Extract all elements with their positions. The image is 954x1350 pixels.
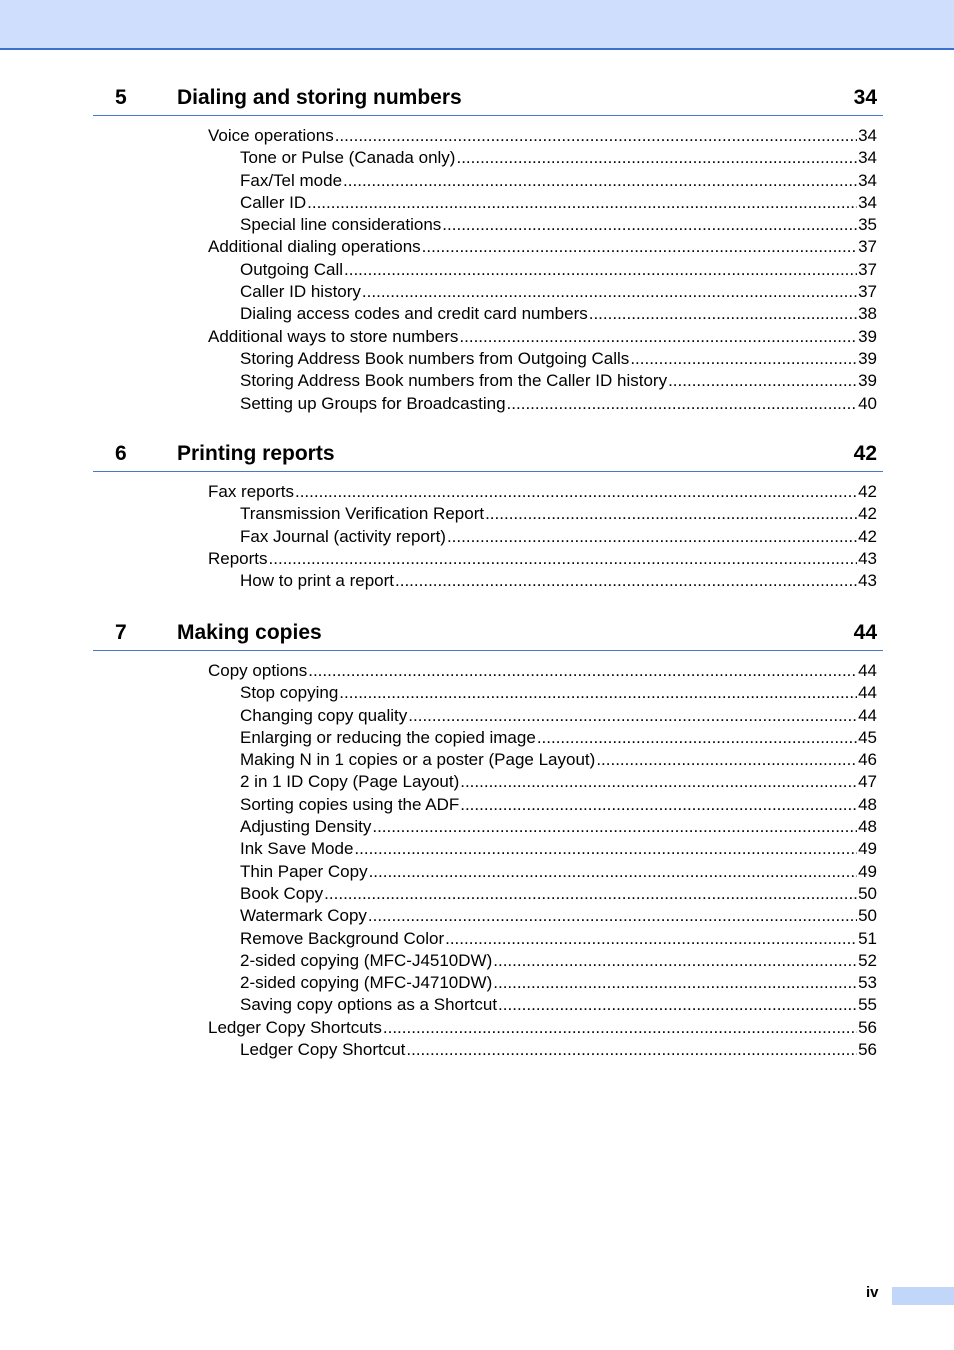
entry-page: 39 — [858, 348, 877, 368]
dot-leader — [630, 348, 857, 370]
dot-leader — [362, 281, 857, 303]
chapter-section — [93, 441, 883, 592]
dot-leader — [459, 326, 857, 348]
toc-section-entry[interactable] — [93, 548, 883, 570]
dot-leader — [308, 660, 857, 682]
toc-entries — [93, 481, 883, 592]
entry-label: Additional ways to store numbers — [208, 326, 459, 346]
dot-leader — [395, 570, 857, 592]
dot-leader — [372, 816, 857, 838]
entry-label: Storing Address Book numbers from Outgoing Calls — [240, 348, 630, 368]
entry-page: 49 — [858, 839, 877, 859]
toc-subsection-entry[interactable] — [93, 861, 883, 883]
entry-label: Remove Background Color — [240, 928, 445, 948]
entry-page: 34 — [858, 126, 877, 145]
dot-leader — [442, 214, 857, 236]
entry-page: 49 — [858, 861, 877, 881]
dot-leader — [507, 393, 858, 415]
dot-leader — [368, 905, 857, 927]
entry-page: 34 — [858, 170, 877, 190]
toc-section-entry[interactable] — [93, 326, 883, 348]
entry-page: 38 — [858, 304, 877, 324]
chapter-heading[interactable] — [93, 85, 883, 116]
chapter-section — [93, 85, 883, 415]
entry-label: 2-sided copying (MFC-J4510DW) — [240, 950, 493, 970]
toc-section-entry[interactable] — [93, 660, 883, 682]
entry-page: 37 — [858, 282, 877, 302]
toc-subsection-entry[interactable] — [93, 883, 883, 905]
entry-page: 39 — [858, 326, 877, 346]
entry-page: 37 — [858, 237, 877, 257]
dot-leader — [447, 526, 857, 548]
entry-page: 44 — [858, 683, 877, 703]
chapter-page: 34 — [853, 86, 877, 109]
dot-leader — [344, 259, 857, 281]
entry-page: 34 — [858, 192, 877, 212]
dot-leader — [383, 1017, 857, 1039]
dot-leader — [406, 1039, 857, 1061]
chapter-page: 44 — [853, 621, 877, 644]
dot-leader — [269, 548, 858, 570]
entry-page: 44 — [858, 661, 877, 680]
toc-subsection-entry[interactable] — [93, 259, 883, 281]
toc-subsection-entry[interactable] — [93, 994, 883, 1016]
toc-subsection-entry[interactable] — [93, 503, 883, 525]
entry-label: Enlarging or reducing the copied image — [240, 727, 536, 747]
entry-label: Thin Paper Copy — [240, 861, 368, 881]
toc-subsection-entry[interactable] — [93, 281, 883, 303]
toc-entries — [93, 125, 883, 415]
entry-label: Making N in 1 copies or a poster (Page Layout) — [240, 750, 596, 770]
entry-label: Setting up Groups for Broadcasting — [240, 393, 506, 413]
chapter-title: Printing reports — [177, 442, 335, 465]
dot-leader — [343, 170, 857, 192]
entry-page: 43 — [858, 571, 877, 591]
entry-label: Storing Address Book numbers from the Caller ID history — [240, 371, 668, 391]
entry-page: 44 — [858, 705, 877, 725]
entry-label: Reports — [208, 548, 268, 568]
toc-subsection-entry[interactable] — [93, 928, 883, 950]
entry-label: Ledger Copy Shortcut — [240, 1040, 406, 1060]
dot-leader — [295, 481, 857, 503]
header-band — [0, 0, 954, 50]
entry-label: Fax/Tel mode — [240, 170, 343, 190]
toc-subsection-entry[interactable] — [93, 771, 883, 793]
toc-section-entry[interactable] — [93, 481, 883, 503]
toc-subsection-entry[interactable] — [93, 705, 883, 727]
dot-leader — [460, 794, 857, 816]
entry-page: 55 — [858, 995, 877, 1015]
entry-page: 43 — [858, 548, 877, 568]
entry-page: 50 — [858, 906, 877, 926]
dot-leader — [354, 838, 857, 860]
toc-subsection-entry[interactable] — [93, 816, 883, 838]
entry-label: Caller ID history — [240, 282, 361, 302]
chapter-number: 6 — [115, 442, 127, 465]
footer-tab — [892, 1287, 954, 1305]
dot-leader — [339, 682, 857, 704]
dot-leader — [422, 236, 857, 258]
dot-leader — [324, 883, 857, 905]
chapter-heading[interactable] — [93, 441, 883, 472]
dot-leader — [307, 192, 857, 214]
toc-subsection-entry[interactable] — [93, 1039, 883, 1061]
entry-label: Saving copy options as a Shortcut — [240, 995, 498, 1015]
entry-label: Voice operations — [208, 126, 334, 145]
toc-subsection-entry[interactable] — [93, 682, 883, 704]
entry-page: 45 — [858, 727, 877, 747]
entry-page: 35 — [858, 215, 877, 235]
entry-page: 47 — [858, 772, 877, 792]
dot-leader — [456, 147, 857, 169]
toc-subsection-entry[interactable] — [93, 170, 883, 192]
entry-label: Book Copy — [240, 883, 324, 903]
entry-page: 42 — [858, 504, 877, 524]
entry-label: Watermark Copy — [240, 906, 367, 926]
entry-label: Dialing access codes and credit card numbers — [240, 304, 588, 324]
toc-subsection-entry[interactable] — [93, 727, 883, 749]
entry-page: 39 — [858, 371, 877, 391]
chapter-heading[interactable] — [93, 620, 883, 651]
toc-subsection-entry[interactable] — [93, 570, 883, 592]
toc-section-entry[interactable] — [93, 125, 883, 147]
chapter-title: Making copies — [177, 621, 322, 644]
toc-subsection-entry[interactable] — [93, 905, 883, 927]
entry-label: Tone or Pulse (Canada only) — [240, 148, 456, 168]
entry-page: 51 — [858, 928, 877, 948]
chapter-section — [93, 620, 883, 1061]
dot-leader — [485, 503, 857, 525]
entry-label: Ledger Copy Shortcuts — [208, 1017, 382, 1037]
entry-label: 2 in 1 ID Copy (Page Layout) — [240, 772, 460, 792]
entry-page: 53 — [858, 973, 877, 993]
entry-page: 50 — [858, 883, 877, 903]
entry-page: 46 — [858, 750, 877, 770]
dot-leader — [537, 727, 857, 749]
dot-leader — [493, 972, 857, 994]
entry-label: 2-sided copying (MFC-J4710DW) — [240, 973, 493, 993]
entry-label: Changing copy quality — [240, 705, 408, 725]
entry-page: 56 — [858, 1017, 877, 1037]
toc-subsection-entry[interactable] — [93, 192, 883, 214]
entry-page: 42 — [858, 482, 877, 501]
entry-label: Stop copying — [240, 683, 339, 703]
toc-subsection-entry[interactable] — [93, 950, 883, 972]
chapter-number: 5 — [115, 86, 127, 109]
entry-page: 40 — [858, 393, 877, 413]
toc-subsection-entry[interactable] — [93, 972, 883, 994]
dot-leader — [445, 928, 857, 950]
entry-label: Copy options — [208, 661, 308, 680]
toc-subsection-entry[interactable] — [93, 348, 883, 370]
dot-leader — [498, 994, 857, 1016]
toc-section-entry[interactable] — [93, 236, 883, 258]
dot-leader — [408, 705, 857, 727]
entry-label: Fax Journal (activity report) — [240, 526, 446, 546]
entry-label: Caller ID — [240, 192, 307, 212]
entry-page: 48 — [858, 817, 877, 837]
dot-leader — [460, 771, 857, 793]
dot-leader — [589, 303, 857, 325]
entry-label: Outgoing Call — [240, 259, 344, 279]
chapter-title: Dialing and storing numbers — [177, 86, 462, 109]
dot-leader — [668, 370, 857, 392]
dot-leader — [335, 125, 857, 147]
entry-label: Sorting copies using the ADF — [240, 794, 460, 814]
entry-label: Adjusting Density — [240, 817, 372, 837]
toc-subsection-entry[interactable] — [93, 838, 883, 860]
toc-subsection-entry[interactable] — [93, 370, 883, 392]
toc-subsection-entry[interactable] — [93, 749, 883, 771]
toc-subsection-entry[interactable] — [93, 526, 883, 548]
page-number: iv — [866, 1284, 879, 1301]
entry-page: 52 — [858, 950, 877, 970]
toc-subsection-entry[interactable] — [93, 147, 883, 169]
entry-label: Fax reports — [208, 482, 294, 501]
entry-label: Transmission Verification Report — [240, 504, 485, 524]
toc-subsection-entry[interactable] — [93, 214, 883, 236]
chapter-page: 42 — [853, 442, 877, 465]
toc-subsection-entry[interactable] — [93, 794, 883, 816]
toc-section-entry[interactable] — [93, 1017, 883, 1039]
toc-subsection-entry[interactable] — [93, 303, 883, 325]
entry-label: Additional dialing operations — [208, 237, 421, 257]
entry-page: 56 — [858, 1040, 877, 1060]
entry-page: 37 — [858, 259, 877, 279]
dot-leader — [493, 950, 857, 972]
toc-entries — [93, 660, 883, 1061]
entry-label: Ink Save Mode — [240, 839, 354, 859]
entry-page: 48 — [858, 794, 877, 814]
toc-subsection-entry[interactable] — [93, 393, 883, 415]
dot-leader — [369, 861, 858, 883]
entry-label: How to print a report — [240, 571, 395, 591]
chapter-number: 7 — [115, 621, 127, 644]
entry-page: 34 — [858, 148, 877, 168]
dot-leader — [596, 749, 857, 771]
entry-page: 42 — [858, 526, 877, 546]
entry-label: Special line considerations — [240, 215, 442, 235]
